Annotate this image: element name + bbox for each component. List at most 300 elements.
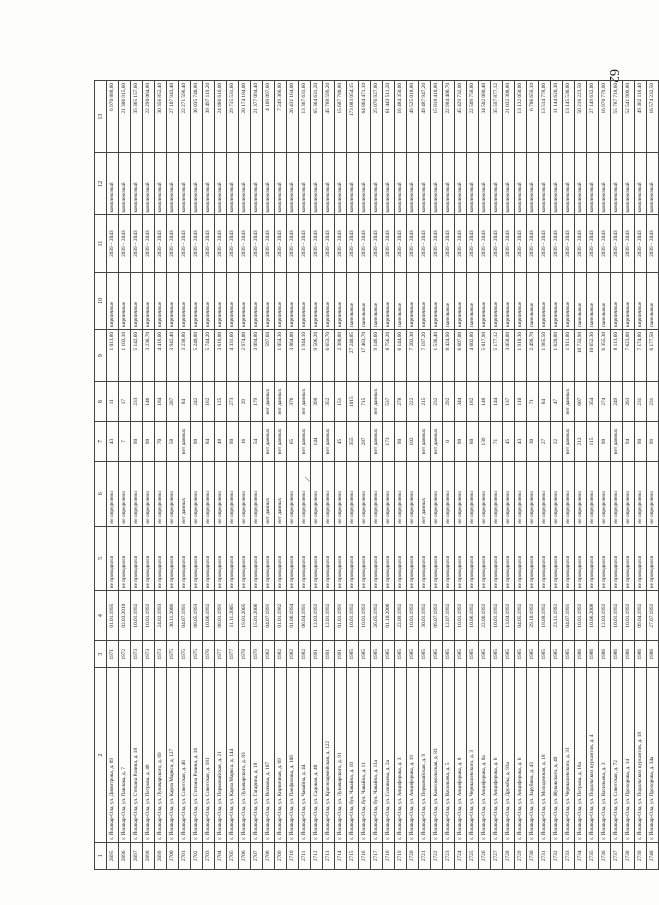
table-cell: комплексный: [647, 153, 659, 215]
table-cell: 29: [239, 382, 251, 422]
table-cell: комплексный: [167, 153, 179, 215]
table-cell: 10.06.1992: [467, 591, 479, 641]
table-cell: 43: [107, 422, 119, 462]
table-cell: не проводился: [299, 526, 311, 591]
table-cell: 01.10.2006: [383, 591, 395, 641]
table-cell: 398: [311, 382, 323, 422]
table-cell: 17: [119, 382, 131, 422]
table-cell: кирпичные: [203, 272, 215, 329]
table-cell: не проводился: [131, 526, 143, 591]
table-row: [575, 81, 587, 870]
table-cell: не проводился: [479, 526, 491, 591]
table-cell: г. Йошкар-Ола, ул. Чернышевского, д. 31: [563, 668, 575, 842]
table-cell: комплексный: [563, 153, 575, 215]
table-cell: 3 942,40: [167, 329, 179, 381]
table-row: [119, 81, 131, 870]
table-row: [599, 81, 611, 870]
table-cell: 70: [155, 422, 167, 462]
table-cell: 45 429 732,00: [455, 81, 467, 153]
table-row: [215, 81, 227, 870]
table-cell: 1973: [143, 641, 155, 668]
table-cell: кирпичные: [311, 272, 323, 329]
column-header: 9: [95, 329, 107, 381]
table-cell: 354: [587, 382, 599, 422]
table-cell: кирпичные: [419, 272, 431, 329]
table-cell: 1973: [131, 641, 143, 668]
table-cell: 1986: [635, 641, 647, 668]
table-cell: не проводился: [371, 526, 383, 591]
table-cell: 2039 – 2043: [119, 215, 131, 272]
table-cell: 231: [635, 382, 647, 422]
table-cell: не определено: [371, 461, 383, 526]
table-row: [263, 81, 275, 870]
table-cell: 2713: [323, 842, 335, 869]
table-cell: 2039 – 2043: [407, 215, 419, 272]
table-cell: 1982: [263, 641, 275, 668]
table-cell: комплексный: [503, 153, 515, 215]
table-cell: комплексный: [335, 153, 347, 215]
table-cell: 9 146,60: [371, 329, 383, 381]
table-cell: г. Йошкар-Ола, ул. Зарубина, д. 43: [527, 668, 539, 842]
table-cell: 2712: [311, 842, 323, 869]
table-cell: 3 616,00: [215, 329, 227, 381]
table-cell: 22 509 758,80: [467, 81, 479, 153]
table-cell: 2039 – 2043: [587, 215, 599, 272]
table-cell: 2039 – 2043: [491, 215, 503, 272]
table-cell: 35 365 157,60: [131, 81, 143, 153]
table-cell: не проводился: [143, 526, 155, 591]
table-cell: 1986: [575, 641, 587, 668]
table-cell: не проводился: [191, 526, 203, 591]
table-cell: 6 355,30: [599, 329, 611, 381]
table-cell: 90: [227, 422, 239, 462]
table-cell: 01.06.1994: [287, 591, 299, 641]
table-cell: 2728: [503, 842, 515, 869]
table-cell: 2039 – 2043: [143, 215, 155, 272]
table-cell: 182: [467, 382, 479, 422]
table-cell: нет данных: [179, 461, 191, 526]
table-cell: 2039 – 2043: [263, 215, 275, 272]
table-cell: кирпичные: [323, 272, 335, 329]
table-cell: комплексный: [359, 153, 371, 215]
table-cell: 2039 – 2043: [455, 215, 467, 272]
table-cell: не определено: [647, 461, 659, 526]
table-cell: 22: [551, 422, 563, 462]
table-cell: нет данных: [275, 461, 287, 526]
table-cell: 2039 – 2043: [647, 215, 659, 272]
table-cell: 58: [167, 422, 179, 462]
table-cell: 48: [215, 422, 227, 462]
table-cell: 9 506,20: [311, 329, 323, 381]
table-cell: 49 525 018,80: [407, 81, 419, 153]
table-cell: кирпичные: [563, 272, 575, 329]
table-cell: кирпичные: [551, 272, 563, 329]
column-header: 1: [95, 842, 107, 869]
table-cell: не определено: [203, 461, 215, 526]
table-cell: 71: [491, 422, 503, 462]
table-cell: 1985: [359, 641, 371, 668]
table-cell: не определено: [479, 461, 491, 526]
table-cell: 17 463,70: [359, 329, 371, 381]
table-cell: не определено: [167, 461, 179, 526]
table-cell: 45: [335, 422, 347, 462]
table-cell: 7 623,80: [623, 329, 635, 381]
table-cell: 1 054,30: [275, 329, 287, 381]
table-cell: 10.01.1992: [347, 591, 359, 641]
column-header: 10: [95, 272, 107, 329]
table-cell: 7 249 366,80: [275, 81, 287, 153]
table-cell: 2039 – 2043: [431, 215, 443, 272]
table-cell: 2039 – 2043: [599, 215, 611, 272]
table-cell: 27: [539, 422, 551, 462]
table-row: [371, 81, 383, 870]
table-cell: 242: [191, 382, 203, 422]
table-cell: 2708: [263, 842, 275, 869]
table-cell: 43: [515, 422, 527, 462]
table-cell: 4 602,80: [467, 329, 479, 381]
table-cell: 2706: [239, 842, 251, 869]
table-cell: комплексный: [203, 153, 215, 215]
table-cell: не определено: [503, 461, 515, 526]
table-cell: не проводился: [227, 526, 239, 591]
table-cell: 2039 – 2043: [503, 215, 515, 272]
table-cell: 1991: [335, 641, 347, 668]
table-cell: 233: [131, 382, 143, 422]
table-cell: 173: [383, 422, 395, 462]
table-cell: 65: [287, 422, 299, 462]
table-cell: 4 331,60: [227, 329, 239, 381]
column-header: 3: [95, 641, 107, 668]
table-cell: 64: [539, 382, 551, 422]
table-cell: комплексный: [587, 153, 599, 215]
table-cell: не определено: [191, 461, 203, 526]
table-row: [539, 81, 551, 870]
table-cell: 2039 – 2043: [155, 215, 167, 272]
table-cell: комплексный: [239, 153, 251, 215]
table-cell: 10.01.1992: [143, 591, 155, 641]
table-cell: 2733: [563, 842, 575, 869]
table-cell: 274: [599, 382, 611, 422]
table-cell: панельные: [527, 272, 539, 329]
table-cell: 102: [407, 422, 419, 462]
table-cell: не определено: [323, 461, 335, 526]
table-cell: 01.01.1991: [335, 591, 347, 641]
table-cell: 1982: [287, 641, 299, 668]
table-cell: 2 380,80: [335, 329, 347, 381]
table-cell: 12.03.1992: [599, 591, 611, 641]
table-cell: не проводился: [611, 526, 623, 591]
table-cell: 15.01.2006: [251, 591, 263, 641]
table-cell: не проводился: [251, 526, 263, 591]
table-cell: 2725: [467, 842, 479, 869]
table-cell: г. Йошкар-Ола, ул. Петрова, д. 48: [143, 668, 155, 842]
table-cell: 2704: [215, 842, 227, 869]
table-cell: 7 174,80: [635, 329, 647, 381]
table-row: [503, 81, 515, 870]
table-cell: 16 970 779,90: [599, 81, 611, 153]
table-cell: не проводился: [323, 526, 335, 591]
table-row: [251, 81, 263, 870]
table-cell: 2039 – 2043: [611, 215, 623, 272]
table-row: [467, 81, 479, 870]
table-row: [323, 81, 335, 870]
table-cell: комплексный: [539, 153, 551, 215]
table-cell: 99: [647, 422, 659, 462]
table-cell: 1985: [491, 641, 503, 668]
table-cell: комплексный: [323, 153, 335, 215]
table-cell: комплексный: [407, 153, 419, 215]
column-header: 4: [95, 591, 107, 641]
table-cell: 1 620,80: [551, 329, 563, 381]
table-cell: 1986: [647, 641, 659, 668]
table-cell: 2039 – 2043: [251, 215, 263, 272]
table-cell: 5 017,90: [479, 329, 491, 381]
table-row: [239, 81, 251, 870]
table-cell: г. Йошкар-Ола, ул. Комсомольская, д. 83: [431, 668, 443, 842]
table-cell: 2707: [251, 842, 263, 869]
table-cell: 47: [551, 382, 563, 422]
table-cell: не проводился: [515, 526, 527, 591]
table-cell: комплексный: [215, 153, 227, 215]
table-cell: 10.01.1992: [359, 591, 371, 641]
table-cell: г. Йошкар-Ола, ул. Красноармейская, д. 122: [323, 668, 335, 842]
table-cell: г. Йошкар-Ола, ул. Анциферова, д. 8а: [479, 668, 491, 842]
column-header: 11: [95, 215, 107, 272]
table-row: [107, 81, 119, 870]
table-cell: 2039 – 2043: [239, 215, 251, 272]
table-row: [191, 81, 203, 870]
table-cell: не проводился: [311, 526, 323, 591]
table-row: [551, 81, 563, 870]
table-cell: 25 076 927,80: [371, 81, 383, 153]
table-cell: 3 864,00: [287, 329, 299, 381]
table-cell: 215: [419, 382, 431, 422]
table-cell: панельные: [575, 272, 587, 329]
table-cell: 04.07.1991: [179, 591, 191, 641]
table-cell: 90: [395, 422, 407, 462]
table-cell: комплексный: [227, 153, 239, 215]
table-cell: 1 013,80: [107, 329, 119, 381]
table-cell: г. Йошкар-Ола, ул. Петрова, д. 18а: [575, 668, 587, 842]
table-cell: не определено: [491, 461, 503, 526]
table-cell: панельные: [371, 272, 383, 329]
table-row: [395, 81, 407, 870]
table-cell: 2715: [347, 842, 359, 869]
table-cell: не проводился: [275, 526, 287, 591]
table-cell: 278: [395, 382, 407, 422]
table-cell: 50 216 223,50: [575, 81, 587, 153]
table-cell: 2039 – 2043: [203, 215, 215, 272]
table-cell: 02.03.2010: [119, 591, 131, 641]
table-cell: комплексный: [491, 153, 503, 215]
table-cell: 115: [587, 422, 599, 462]
table-cell: 5 744,20: [203, 329, 215, 381]
table-cell: не проводился: [503, 526, 515, 591]
table-cell: не определено: [635, 461, 647, 526]
table-cell: нет данных: [263, 461, 275, 526]
table-cell: г. Йошкар-Ола, ул. Советская, д. 181: [203, 668, 215, 842]
table-cell: кирпичные: [335, 272, 347, 329]
table-cell: 22 290 064,80: [143, 81, 155, 153]
table-cell: 6 177,50: [647, 329, 659, 381]
table-cell: 2719: [395, 842, 407, 869]
table-cell: кирпичные: [287, 272, 299, 329]
table-cell: кирпичные: [143, 272, 155, 329]
table-cell: г. Йошкар-Ола, ул. Анциферова, д. 8: [455, 668, 467, 842]
table-cell: нет данных: [419, 461, 431, 526]
table-cell: 6 144,00: [395, 329, 407, 381]
table-cell: 2734: [575, 842, 587, 869]
table-cell: г. Йошкар-Ола, ул. Васильева, д. 3: [599, 668, 611, 842]
table-cell: 292: [443, 382, 455, 422]
table-cell: 06.04.1991: [299, 591, 311, 641]
table-cell: 22 984 406,70: [443, 81, 455, 153]
table-cell: панельные: [443, 272, 455, 329]
table-cell: комплексный: [299, 153, 311, 215]
table-cell: г. Йошкар-Ола, ул. Луначарского, д. 69: [155, 668, 167, 842]
table-cell: 10.01.1992: [575, 591, 587, 641]
table-cell: не определено: [515, 461, 527, 526]
table-cell: 2726: [479, 842, 491, 869]
table-cell: 344: [455, 382, 467, 422]
table-cell: 2737: [611, 842, 623, 869]
table-cell: не определено: [407, 461, 419, 526]
table-cell: 15 687 780,80: [335, 81, 347, 153]
table-cell: 2039 – 2043: [131, 215, 143, 272]
table-cell: 1985: [455, 641, 467, 668]
table-cell: не проводился: [623, 526, 635, 591]
table-cell: 16 574 232,50: [647, 81, 659, 153]
table-cell: 2039 – 2043: [167, 215, 179, 272]
table-cell: 1985: [347, 641, 359, 668]
table-header-row: [95, 81, 107, 870]
table-cell: 13 514 778,00: [539, 81, 551, 153]
table-cell: кирпичные: [215, 272, 227, 329]
table-row: [527, 81, 539, 870]
table-cell: 20 174 184,00: [239, 81, 251, 153]
table-cell: панельные: [467, 272, 479, 329]
table-cell: 3 236,70: [143, 329, 155, 381]
table-cell: 1975: [191, 641, 203, 668]
table-cell: г. Йошкар-Ола, ул. Васильева, д. 5: [443, 668, 455, 842]
table-cell: 1 910,30: [515, 329, 527, 381]
table-cell: 249: [611, 382, 623, 422]
table-cell: кирпичные: [455, 272, 467, 329]
table-row: [335, 81, 347, 870]
table-cell: комплексный: [551, 153, 563, 215]
table-cell: 12.03.1992: [311, 591, 323, 641]
table-cell: 2710: [287, 842, 299, 869]
table-cell: не проводился: [107, 526, 119, 591]
table-cell: не определено: [587, 461, 599, 526]
table-cell: комплексный: [599, 153, 611, 215]
table-cell: нет данных: [563, 422, 575, 462]
table-cell: 7: [119, 422, 131, 462]
table-cell: 2739: [635, 842, 647, 869]
table-cell: г. Йошкар-Ола, бул. Чавайна, д. 11а: [371, 668, 383, 842]
table-cell: 2696: [119, 842, 131, 869]
table-cell: нет данных: [299, 422, 311, 462]
table-cell: кирпичные: [263, 272, 275, 329]
table-cell: 1982: [275, 641, 287, 668]
table-cell: 15 818 410,80: [431, 81, 443, 153]
table-cell: 3 058,80: [503, 329, 515, 381]
table-cell: не определено: [239, 461, 251, 526]
table-cell: комплексный: [467, 153, 479, 215]
table-cell: 1 944,10: [299, 329, 311, 381]
table-cell: 39 497 119,20: [203, 81, 215, 153]
table-cell: 90: [131, 422, 143, 462]
table-cell: 6 970 888,80: [107, 81, 119, 153]
table-cell: г. Йошкар-Ола, ул. Карла Маркса, д. 144: [227, 668, 239, 842]
table-cell: комплексный: [455, 153, 467, 215]
table-row: [131, 81, 143, 870]
table-cell: 1985: [467, 641, 479, 668]
table-cell: 3 238,80: [179, 329, 191, 381]
table-cell: 2039 – 2043: [419, 215, 431, 272]
table-cell: 1986: [611, 641, 623, 668]
table-row: [563, 81, 575, 870]
table-cell: кирпичные: [611, 272, 623, 329]
table-cell: 2039 – 2043: [371, 215, 383, 272]
table-row: [383, 81, 395, 870]
table-cell: 27 107 943,40: [167, 81, 179, 153]
table-cell: нет данных: [431, 422, 443, 462]
table-cell: нет данных: [323, 422, 335, 462]
table-cell: 2039 – 2043: [635, 215, 647, 272]
table-cell: 2039 – 2043: [467, 215, 479, 272]
table-cell: 49 487 947,20: [419, 81, 431, 153]
table-cell: 09.04.1992: [635, 591, 647, 641]
table-cell: 04.07.1991: [263, 591, 275, 641]
table-row: [143, 81, 155, 870]
table-cell: 30 356 852,40: [155, 81, 167, 153]
table-cell: 2711: [299, 842, 311, 869]
table-cell: 1971: [107, 641, 119, 668]
table-cell: 90: [143, 422, 155, 462]
table-row: [635, 81, 647, 870]
table-cell: не определено: [575, 461, 587, 526]
table-cell: 2702: [191, 842, 203, 869]
table-cell: 1985: [515, 641, 527, 668]
table-cell: 1 103,10: [119, 329, 131, 381]
table-row: [287, 81, 299, 870]
table-cell: 18 733,90: [575, 329, 587, 381]
table-cell: 12.07.1992: [443, 591, 455, 641]
table-cell: 173 083 054,15: [347, 81, 359, 153]
table-cell: 2039 – 2043: [359, 215, 371, 272]
table-cell: комплексный: [155, 153, 167, 215]
table-cell: 30.11.2006: [167, 591, 179, 641]
table-cell: кирпичные: [635, 272, 647, 329]
table-cell: 2695: [107, 842, 119, 869]
table-cell: 23.11.1992: [551, 591, 563, 641]
table-cell: 21 377 094,40: [251, 81, 263, 153]
table-cell: г. Йошкар-Ола, ул. Подольских курсантов, д. 18: [635, 668, 647, 842]
table-cell: 01.01.1995: [107, 591, 119, 641]
table-cell: г. Йошкар-Ола, ул. Первомайская, д. 9: [419, 668, 431, 842]
table-cell: 1 911,80: [563, 329, 575, 381]
table-cell: нет данных: [275, 422, 287, 462]
table-cell: 2039 – 2043: [563, 215, 575, 272]
table-cell: 1985: [479, 641, 491, 668]
table-cell: кирпичные: [503, 272, 515, 329]
table-cell: 1986: [623, 641, 635, 668]
table-cell: 61 443 511,20: [383, 81, 395, 153]
table-cell: 2039 – 2043: [527, 215, 539, 272]
table-cell: 597,60: [263, 329, 275, 381]
table-cell: не проводился: [419, 526, 431, 591]
